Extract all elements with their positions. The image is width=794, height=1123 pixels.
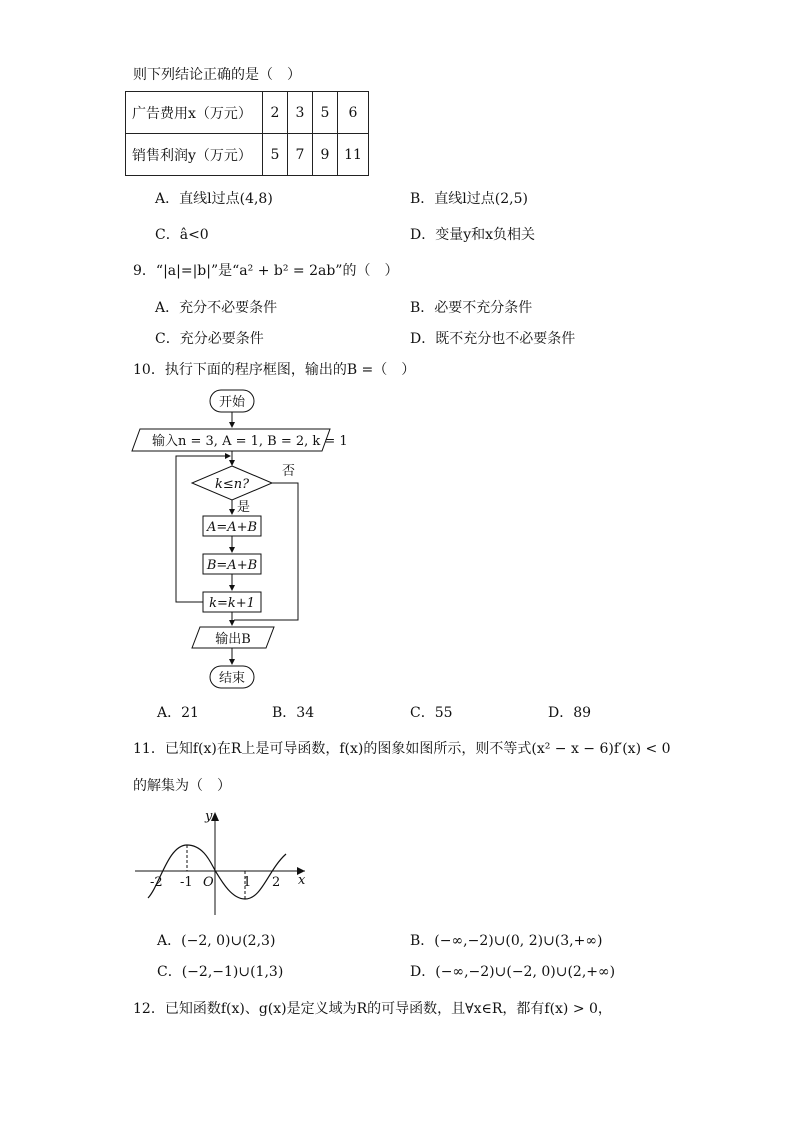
step1-label: A=A+B <box>206 520 258 535</box>
q11-option-a[interactable]: A．(−2, 0)∪(2,3) <box>157 933 276 949</box>
q10-stem: 10．执行下面的程序框图，输出的B =（ ） <box>133 362 416 378</box>
tick-label: 1 <box>243 875 252 890</box>
step3-label: k=k+1 <box>209 596 255 611</box>
q11-option-d[interactable]: D．(−∞,−2)∪(−2, 0)∪(2,+∞) <box>410 964 616 980</box>
table-cell: 3 <box>288 92 313 134</box>
q12-stem: 12．已知函数f(x)、g(x)是定义域为R的可导函数，且∀x∈R，都有f(x) > 0， <box>133 1001 612 1017</box>
input-label: 输入n = 3, A = 1, B = 2, k = 1 <box>152 434 348 449</box>
table-cell: 7 <box>288 134 313 176</box>
yes-label: 是 <box>237 500 251 515</box>
graph-labels <box>150 809 306 890</box>
q11-stem-line2: 的解集为（ ） <box>133 778 231 794</box>
end-label: 结束 <box>218 671 246 686</box>
start-label: 开始 <box>218 395 246 410</box>
curve <box>148 845 286 899</box>
function-graph <box>135 812 305 915</box>
q9-stem: 9．“|a|=|b|”是“a² + b² = 2ab”的（ ） <box>133 263 399 279</box>
row-label: 销售利润y（万元） <box>126 134 263 176</box>
q11-option-b[interactable]: B．(−∞,−2)∪(0, 2)∪(3,+∞) <box>410 933 603 949</box>
q8-option-d[interactable]: D．变量y和x负相关 <box>410 227 536 243</box>
table-cell: 11 <box>338 134 369 176</box>
table-cell: 5 <box>263 134 288 176</box>
flowchart-labels <box>152 395 348 686</box>
q8-option-c[interactable]: C．â<0 <box>155 227 209 243</box>
q10-option-d[interactable]: D．89 <box>548 705 592 721</box>
row-label: 广告费用x（万元） <box>126 92 263 134</box>
intro-text: 则下列结论正确的是（ ） <box>133 67 301 83</box>
no-label: 否 <box>282 464 296 479</box>
tick-label: 2 <box>272 875 281 890</box>
q10-option-c[interactable]: C．55 <box>410 705 453 721</box>
q9-option-a[interactable]: A．充分不必要条件 <box>155 300 278 316</box>
y-axis-label: y <box>205 809 213 824</box>
q10-option-a[interactable]: A．21 <box>157 705 199 721</box>
q9-option-d[interactable]: D．既不充分也不必要条件 <box>410 331 576 347</box>
q11-option-c[interactable]: C．(−2,−1)∪(1,3) <box>157 964 284 980</box>
table-cell: 2 <box>263 92 288 134</box>
q11-stem-line1: 11．已知f(x)在R上是可导函数，f(x)的图象如图所示，则不等式(x² − x − 6)f′(x) < 0 <box>133 741 671 757</box>
table-cell: 6 <box>338 92 369 134</box>
table-cell: 5 <box>313 92 338 134</box>
q8-option-b[interactable]: B．直线l过点(2,5) <box>410 191 528 207</box>
q8-option-a[interactable]: A．直线l过点(4,8) <box>155 191 273 207</box>
q9-option-c[interactable]: C．充分必要条件 <box>155 331 264 347</box>
output-label: 输出B <box>215 632 251 647</box>
step2-label: B=A+B <box>206 558 258 573</box>
table-cell: 9 <box>313 134 338 176</box>
tick-label: -2 <box>150 875 163 890</box>
origin-label: O <box>203 875 214 890</box>
q9-option-b[interactable]: B．必要不充分条件 <box>410 300 533 316</box>
condition-label: k≤n? <box>214 477 250 492</box>
q10-option-b[interactable]: B．34 <box>272 705 315 721</box>
x-axis-label: x <box>298 873 306 888</box>
tick-label: -1 <box>180 875 193 890</box>
